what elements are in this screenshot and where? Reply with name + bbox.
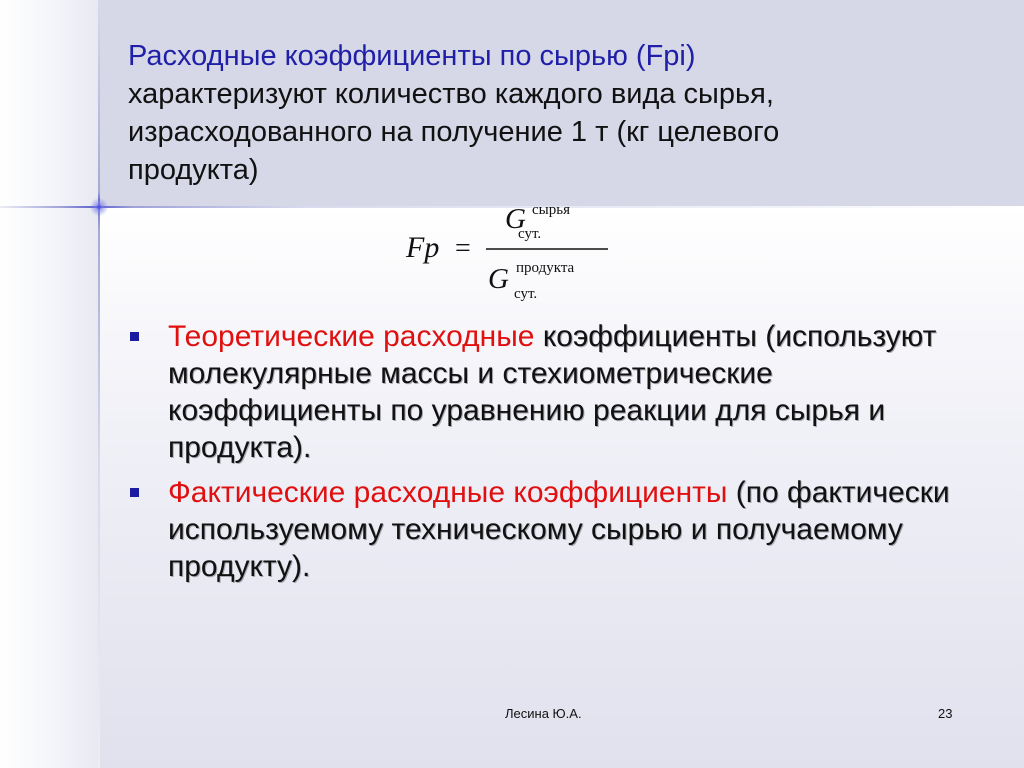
bullet-item-theoretical-highlight: Теоретические расходные xyxy=(168,320,543,353)
bullet-list xyxy=(130,318,960,593)
title-accent-line: Расходные коэффициенты по сырью (Fpi) xyxy=(128,40,696,72)
bullet-item-actual xyxy=(130,474,960,585)
slide-title xyxy=(128,37,988,189)
square-bullet-icon xyxy=(130,332,139,341)
formula-equals: = xyxy=(455,233,471,264)
title-line-2: израсходованного на получение 1 т (кг целевого xyxy=(128,116,780,148)
bullet-item-theoretical xyxy=(130,318,960,466)
bullet-item-theoretical-text: коэффициенты (используют молекулярные массы и стехиометрические коэффициенты по уравнению реакции для сырья и продукта). xyxy=(168,320,937,464)
denominator-subscript: сут. xyxy=(514,286,538,302)
numerator-symbol: G xyxy=(505,203,526,235)
denominator-superscript: продукта xyxy=(516,260,575,276)
formula xyxy=(400,198,660,308)
vertical-decor-line xyxy=(98,0,100,768)
formula-lhs: Fp xyxy=(406,231,440,264)
footer-author: Лесина Ю.А. xyxy=(505,706,582,721)
bullet-item-actual-highlight: Фактические расходные коэффициенты xyxy=(168,476,736,509)
numerator-superscript: сырья xyxy=(532,202,570,218)
title-line-3: продукта) xyxy=(128,154,259,186)
formula-graphic xyxy=(400,198,660,308)
denominator-symbol: G xyxy=(488,263,509,295)
square-bullet-icon xyxy=(130,488,139,497)
sparkle-decor-icon xyxy=(88,196,110,218)
left-decor-band xyxy=(0,0,98,768)
page-number: 23 xyxy=(938,706,953,721)
bullet-item-actual-text: (по фактически используемому техническому сырью и получаемому продукту). xyxy=(168,476,950,583)
title-line-1: характеризуют количество каждого вида сырья, xyxy=(128,78,774,110)
numerator-subscript: сут. xyxy=(518,226,542,242)
